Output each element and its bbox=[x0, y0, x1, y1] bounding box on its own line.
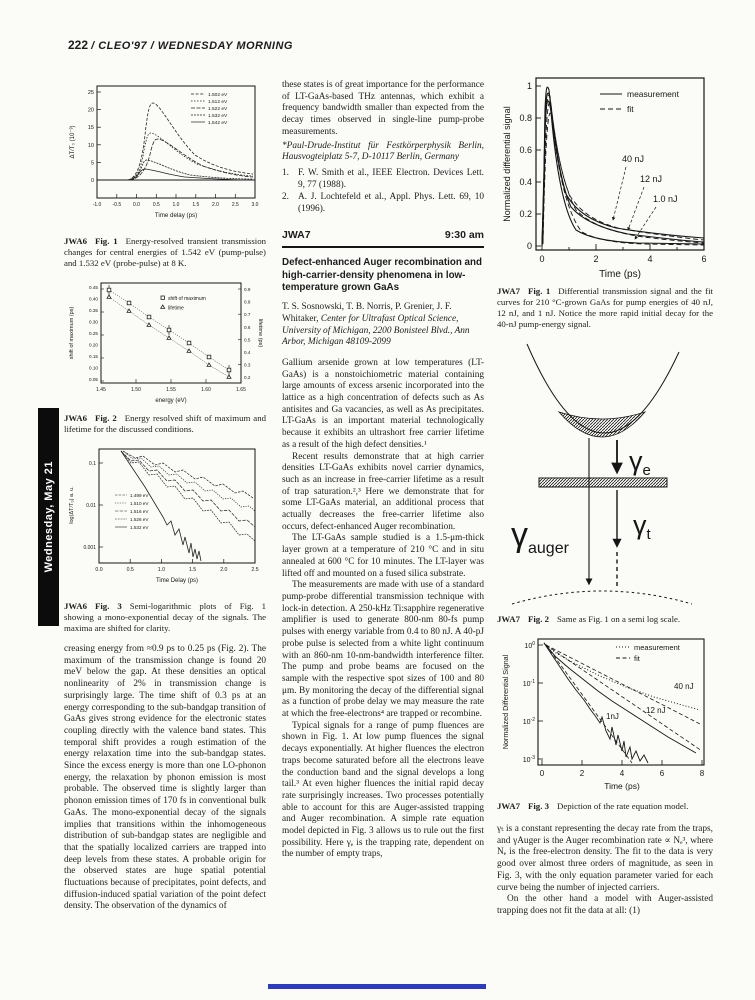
data-curves bbox=[121, 451, 255, 561]
y-axis-label: Normalized differential signal bbox=[502, 106, 512, 222]
paragraph-1: Gallium arsenide grown at low temperatures (LT-GaAs) is a nonstoichiometric material containing large amounts of excess arsenic incorporated into the lattice as a high concentration of defects such as As antisites and Ga vacancies, as well as As precipitates. LT-GaAs is an important material technologically because it exhibits an ultrashort free carrier lifetime as a result of the high defect densities.¹ bbox=[282, 357, 484, 450]
svg-text:1.65: 1.65 bbox=[236, 387, 246, 393]
legend bbox=[115, 493, 149, 530]
svg-text:5: 5 bbox=[90, 160, 94, 167]
svg-text:0.0: 0.0 bbox=[133, 202, 140, 208]
author-affiliation: Center for Ultrafast Optical Science, University of Michigan, 2200 Bonisteel Blvd., Ann Arbor, Michigan 48109-2099 bbox=[282, 313, 470, 348]
y-axis-label: ΔT/T₀ (10⁻³) bbox=[70, 125, 76, 159]
y-axis-label: log(ΔT/T₀) a. u. bbox=[69, 486, 75, 524]
reference-item: 2. A. J. Lochtefeld et al., Appl. Phys. Lett. 69, 10 (1996). bbox=[282, 192, 484, 215]
paper-title: Defect-enhanced Auger recombination and high-carrier-density phenomena in low-temperature grown GaAs bbox=[282, 256, 482, 294]
svg-text:fit: fit bbox=[627, 104, 634, 114]
svg-text:shift of maximum: shift of maximum bbox=[168, 296, 206, 302]
svg-text:0.2: 0.2 bbox=[519, 209, 532, 219]
authors-line bbox=[282, 302, 484, 349]
jwa7-fig1-chart bbox=[497, 70, 713, 282]
x-axis-label: Time (ps) bbox=[604, 781, 640, 791]
svg-text:0.15: 0.15 bbox=[89, 354, 98, 359]
svg-text:0.5: 0.5 bbox=[152, 202, 160, 208]
y-axis-ticks bbox=[538, 645, 543, 759]
jwa6-fig2 bbox=[64, 277, 266, 409]
svg-text:0.0: 0.0 bbox=[95, 567, 103, 573]
legend bbox=[600, 89, 680, 114]
svg-text:0.7: 0.7 bbox=[244, 312, 251, 318]
jwa6-fig2-chart bbox=[64, 277, 266, 409]
svg-text:0.5: 0.5 bbox=[244, 337, 251, 343]
svg-text:0.35: 0.35 bbox=[89, 308, 98, 313]
svg-text:0.10: 0.10 bbox=[89, 365, 98, 371]
svg-text:1.50: 1.50 bbox=[131, 387, 141, 393]
svg-text:2.0: 2.0 bbox=[220, 567, 228, 573]
svg-text:40 nJ: 40 nJ bbox=[674, 682, 694, 691]
svg-text:6: 6 bbox=[701, 254, 707, 264]
fit-curves bbox=[546, 645, 702, 763]
svg-text:0: 0 bbox=[90, 178, 94, 184]
x-axis-ticks bbox=[99, 559, 255, 563]
data-curves bbox=[127, 103, 253, 180]
svg-text:0.8: 0.8 bbox=[519, 113, 532, 123]
svg-text:1: 1 bbox=[526, 81, 532, 91]
svg-text:1.512 eV: 1.512 eV bbox=[208, 100, 228, 105]
y-axis-ticks bbox=[536, 86, 541, 246]
y-tick-labels-left bbox=[89, 285, 98, 382]
svg-text:0: 0 bbox=[539, 769, 545, 778]
measurement-curves bbox=[542, 87, 704, 246]
jwa7-body-2: On the other hand a model with Auger-assisted trapping does not fit the data at all: (1) bbox=[497, 894, 713, 916]
y-axis-ticks bbox=[99, 463, 103, 547]
svg-text:fit: fit bbox=[634, 654, 640, 663]
svg-text:0.1: 0.1 bbox=[89, 461, 96, 467]
svg-text:4: 4 bbox=[647, 254, 653, 264]
jwa7-fig2-diagram bbox=[497, 338, 707, 610]
x-tick-labels bbox=[539, 254, 706, 264]
x-axis-label: Time delay (ps) bbox=[154, 212, 198, 219]
svg-text:0.5: 0.5 bbox=[126, 567, 134, 573]
running-head bbox=[68, 38, 668, 52]
paragraph-5: Typical signals for a range of pump fluences are shown in Fig. 1. At low pump fluences the signal decays exponentially. At higher fluences the electron traps become saturated before all the electrons leave the conduction band and the signal develops a long tail.³ At even higher fluences the initial rapid decay rate surprisingly increases. Two processes potentially able to account for this are Auger-assisted trapping and Auger recombination. A simple rate equation model depicted in Fig. 3 allows us to rule out the first possibility. Here γₑ is the trapping rate, dependent on the number of empty traps, bbox=[282, 720, 484, 860]
x-axis-label: energy (eV) bbox=[155, 398, 187, 404]
svg-text:10-1: $10^{-1}$ bbox=[522, 679, 535, 688]
svg-text:1.510 eV: 1.510 eV bbox=[130, 501, 149, 506]
reference-list bbox=[282, 168, 484, 216]
jwa6-fig3-chart bbox=[64, 443, 266, 597]
middle-column bbox=[282, 80, 484, 861]
svg-text:8: 8 bbox=[699, 769, 705, 778]
svg-text:0.4: 0.4 bbox=[519, 177, 532, 187]
reference-item: 1. F. W. Smith et al., IEEE Electron. Devices Lett. 9, 77 (1988). bbox=[282, 167, 484, 190]
y-tick-labels-right bbox=[244, 287, 251, 380]
svg-text:0.25: 0.25 bbox=[89, 331, 98, 336]
svg-text:2.0: 2.0 bbox=[212, 202, 219, 208]
paragraph-3: The LT-GaAs sample studied is a 1.5-μm-thick layer grown at a temperature of 210 °C and in situ annealed at 600 °C for 10 minutes. The LT-layer was lifted off and mounted on a fused silica substrate. bbox=[282, 533, 484, 579]
left-body-text: creasing energy from ≈0.9 ps to 0.25 ps (Fig. 2). The maximum of the transmission change is found 20 meV below the gap. At these densities an optical nonlinearity of 2% in transmission change is surprisingly large. The time shift of 0.3 ps at an energy corresponding to the sub-bandgap transition of GaAs gives strong evidence for the electronic states coupling directly with the valence band states. This temporal shift provides a rough estimation of the energy relaxation time into the sub-bandgap states. Since the excess energy is more than one LO-phonon energy, the relaxation by phonon emission is most probable. The observed time is slightly larger than phonon emission times of 170 fs in conventional bulk GaAs. The mono-exponential decay of the signals implies that transitions within the inhomogeneous distribution of sub-bandgap states are negligible and that the spatially localized carriers are trapped into deep levels from these states. A probable origin for the observed states are huge spatial potential fluctuations because of precipitates, point defects, and diffusion-induced spatial variation of the point defect density. The observation of the dynamics of bbox=[64, 644, 266, 912]
author-names: T. S. Sosnowski, T. B. Norris, P. Grenier, J. F. Whitaker, bbox=[282, 302, 452, 324]
gamma-e-label: γe bbox=[629, 446, 651, 479]
footer-accent-bar bbox=[268, 984, 486, 989]
svg-text:0: 0 bbox=[526, 241, 532, 251]
svg-text:0.2: 0.2 bbox=[244, 375, 251, 381]
session-code: JWA7 bbox=[282, 228, 311, 241]
svg-text:15: 15 bbox=[87, 125, 94, 132]
svg-text:1.522 eV: 1.522 eV bbox=[208, 107, 228, 112]
svg-text:0.3: 0.3 bbox=[244, 362, 251, 368]
svg-text:12 nJ: 12 nJ bbox=[640, 174, 663, 184]
jwa7-body-1: γₜ is a constant representing the decay rate from the traps, and γAuger is the Auger recombination rate ∝ Nₑ³, where Nₑ is the free-electron density. The fit to the data is very good over almost three orders of magnitude, as seen in Fig. 3, with the only equation parameter varied for each curve being the number of injected carriers. bbox=[497, 824, 713, 893]
paragraph-4: The measurements are made with use of a standard pump-probe differential transmission technique with lock-in detection. A 250-kHz Ti:sapphire regenerative amplifier is used to generate 800-nm 80-fs pump pulses with energy variable from 0.4 to 80 nJ. A 40-pJ probe pulse is selected from a white light continuum with an 860-nm 10-nm-bandwidth interference filter. The pump and probe beams are focused on the sample with the respective spot sizes of 100 and 80 μm. By monitoring the decay of the differential signal as a function of probe delay we may measure the rate at which the free-electrons⁴ are trapped or recombine. bbox=[282, 580, 484, 720]
y-axis-label: Normalized Differential Signal bbox=[501, 654, 510, 750]
svg-text:1.45: 1.45 bbox=[96, 387, 106, 393]
jwa6-fig1-chart bbox=[64, 80, 266, 232]
svg-text:1.0: 1.0 bbox=[157, 567, 166, 573]
svg-text:lifetime: lifetime bbox=[168, 305, 184, 312]
trap-level-bar bbox=[539, 478, 667, 487]
svg-text:25: 25 bbox=[87, 90, 94, 96]
svg-text:1.55: 1.55 bbox=[166, 387, 176, 393]
svg-text:0.40: 0.40 bbox=[89, 296, 98, 302]
valence-band-curve bbox=[512, 591, 692, 604]
y-axis-label-left: shift of maximum (ps) bbox=[69, 306, 75, 360]
svg-text:20: 20 bbox=[87, 107, 94, 114]
svg-text:0.6: 0.6 bbox=[244, 324, 251, 330]
svg-text:0.45: 0.45 bbox=[89, 285, 98, 290]
svg-text:0.6: 0.6 bbox=[519, 145, 532, 155]
mid-intro-text: these states is of great importance for the performance of LT-GaAs-based THz antennas, which exhibit a frequency bandwidth smaller than expected from the decay times observed in single-line pump-probe measurements. bbox=[282, 80, 484, 137]
page-number: 222 bbox=[68, 38, 89, 52]
svg-text:0.20: 0.20 bbox=[89, 342, 98, 348]
gamma-t-label: γt bbox=[633, 510, 651, 543]
left-column bbox=[64, 80, 266, 913]
svg-text:0.05: 0.05 bbox=[89, 377, 98, 382]
svg-text:1.532 eV: 1.532 eV bbox=[130, 525, 149, 530]
svg-text:0.9: 0.9 bbox=[244, 287, 251, 292]
legend bbox=[161, 296, 206, 312]
annotations bbox=[613, 154, 678, 239]
svg-text:measurement: measurement bbox=[627, 89, 679, 99]
x-axis-label: Time Delay (ps) bbox=[155, 578, 199, 584]
svg-text:10-3: $10^{-3}$ bbox=[522, 755, 535, 764]
jwa6-fig1 bbox=[64, 80, 266, 232]
svg-text:10-2: $10^{-2}$ bbox=[522, 717, 535, 726]
svg-text:0.01: 0.01 bbox=[86, 503, 96, 509]
svg-text:1.5: 1.5 bbox=[192, 202, 200, 208]
jwa7-fig2-caption: JWA7 Fig. 2 Same as Fig. 1 on a semi log scale. bbox=[497, 614, 681, 624]
axis-ticks bbox=[101, 289, 241, 383]
svg-text:1.60: 1.60 bbox=[201, 387, 211, 393]
jwa6-fig2-caption: JWA6 Fig. 2 Energy resolved shift of maximum and lifetime for the discussed conditions. bbox=[64, 413, 266, 434]
y-tick-labels bbox=[523, 641, 535, 764]
gamma-auger-label: $\gamma_{auger}$ bbox=[511, 516, 569, 557]
jwa6-fig3 bbox=[64, 443, 266, 597]
svg-text:1.516 eV: 1.516 eV bbox=[130, 509, 149, 514]
right-column bbox=[497, 70, 713, 918]
svg-text:0.30: 0.30 bbox=[89, 319, 98, 325]
x-tick-labels bbox=[540, 769, 705, 778]
running-title: / CLEO'97 / WEDNESDAY MORNING bbox=[91, 40, 293, 52]
session-time: 9:30 am bbox=[444, 228, 484, 241]
paragraph-2: Recent results demonstrate that at high carrier densities LT-GaAs exhibits novel carrier dynamics, such as an increase in free-carrier lifetime as a result of trap saturation.²,³ Here we demonstrate that for some LT-GaAs material, an additional process that actually decreases the free-carrier lifetime also occurs, defect-enhanced Auger recombination. bbox=[282, 451, 484, 532]
svg-text:4: 4 bbox=[619, 769, 625, 778]
svg-text:0.001: 0.001 bbox=[83, 545, 96, 551]
jwa7-fig1 bbox=[497, 70, 713, 282]
affiliation-footnote: *Paul-Drude-Institut für Festkörperphysik Berlin, Hausvogteiplatz 5-7, D-10117 Berlin, Germany bbox=[282, 140, 484, 163]
day-tab-label: Wednesday, May 21 bbox=[42, 461, 55, 573]
electron-population bbox=[559, 412, 645, 437]
svg-text:1.502 eV: 1.502 eV bbox=[208, 93, 228, 98]
svg-text:12 nJ: 12 nJ bbox=[646, 706, 666, 715]
y-axis-ticks bbox=[97, 92, 101, 180]
jwa6-fig3-caption: JWA6 Fig. 3 Semi-logarithmic plots of Fig. 1 showing a mono-exponential decay of the signals. The maxima are shifted for clarity. bbox=[64, 601, 266, 633]
x-tick-labels bbox=[93, 202, 259, 208]
session-header bbox=[282, 229, 484, 248]
x-axis-ticks bbox=[542, 760, 702, 765]
svg-text:-0.5: -0.5 bbox=[112, 202, 122, 208]
y-tick-labels bbox=[88, 90, 94, 184]
legend bbox=[191, 92, 228, 126]
y-tick-labels bbox=[83, 461, 96, 551]
svg-text:3.0: 3.0 bbox=[251, 202, 259, 208]
svg-text:1.0: 1.0 bbox=[172, 202, 180, 208]
jwa7-fig3-caption: JWA7 Fig. 3 Depiction of the rate equation model. bbox=[497, 801, 689, 811]
svg-text:2.5: 2.5 bbox=[251, 567, 259, 573]
svg-text:100: $10^0$ bbox=[524, 641, 535, 650]
svg-text:0.8: 0.8 bbox=[244, 299, 251, 305]
jwa7-fig1-caption: JWA7 Fig. 1 Differential transmission signal and the fit curves for 210 °C-grown GaAs for pump energies of 40 nJ, 12 nJ, and 1 nJ. Notice the more rapid initial decay for the 40-nJ pump-energy signal. bbox=[497, 286, 713, 329]
jwa7-fig3-chart bbox=[497, 633, 713, 797]
svg-text:0: 0 bbox=[539, 254, 545, 264]
jwa7-fig3 bbox=[497, 633, 713, 797]
x-tick-labels bbox=[96, 387, 246, 393]
svg-text:1.532 eV: 1.532 eV bbox=[208, 114, 228, 119]
svg-text:10: 10 bbox=[87, 142, 94, 149]
jwa7-fig2 bbox=[497, 338, 713, 610]
svg-text:1.542 eV: 1.542 eV bbox=[208, 121, 228, 126]
svg-text:6: 6 bbox=[659, 769, 665, 778]
svg-text:1.499 eV: 1.499 eV bbox=[130, 493, 149, 498]
svg-text:2.5: 2.5 bbox=[231, 202, 239, 208]
svg-text:measurement: measurement bbox=[634, 643, 680, 652]
svg-text:40 nJ: 40 nJ bbox=[622, 154, 645, 164]
svg-text:1.5: 1.5 bbox=[188, 567, 197, 573]
x-axis-ticks bbox=[97, 194, 255, 198]
x-tick-labels bbox=[95, 567, 258, 573]
svg-text:1.526 eV: 1.526 eV bbox=[130, 517, 149, 522]
svg-text:2: 2 bbox=[579, 769, 585, 778]
day-tab bbox=[38, 408, 59, 626]
svg-text:1.0 nJ: 1.0 nJ bbox=[653, 194, 678, 204]
x-axis-label: Time (ps) bbox=[599, 269, 641, 280]
legend bbox=[616, 643, 681, 663]
y-axis-label-right: lifetime (ps) bbox=[257, 318, 263, 348]
y-tick-labels bbox=[519, 81, 532, 251]
jwa6-fig1-caption: JWA6 Fig. 1 Energy-resolved transient transmission changes for central energies of 1.542 eV (pump-pulse) and 1.532 eV (probe-pulse) at 8 K. bbox=[64, 236, 267, 268]
measurement-curves bbox=[544, 643, 700, 763]
svg-text:2: 2 bbox=[593, 254, 599, 264]
svg-text:-1.0: -1.0 bbox=[92, 202, 102, 208]
svg-text:1nJ: 1nJ bbox=[606, 712, 619, 721]
fit-curves bbox=[543, 95, 704, 245]
svg-text:0.4: 0.4 bbox=[244, 350, 251, 355]
